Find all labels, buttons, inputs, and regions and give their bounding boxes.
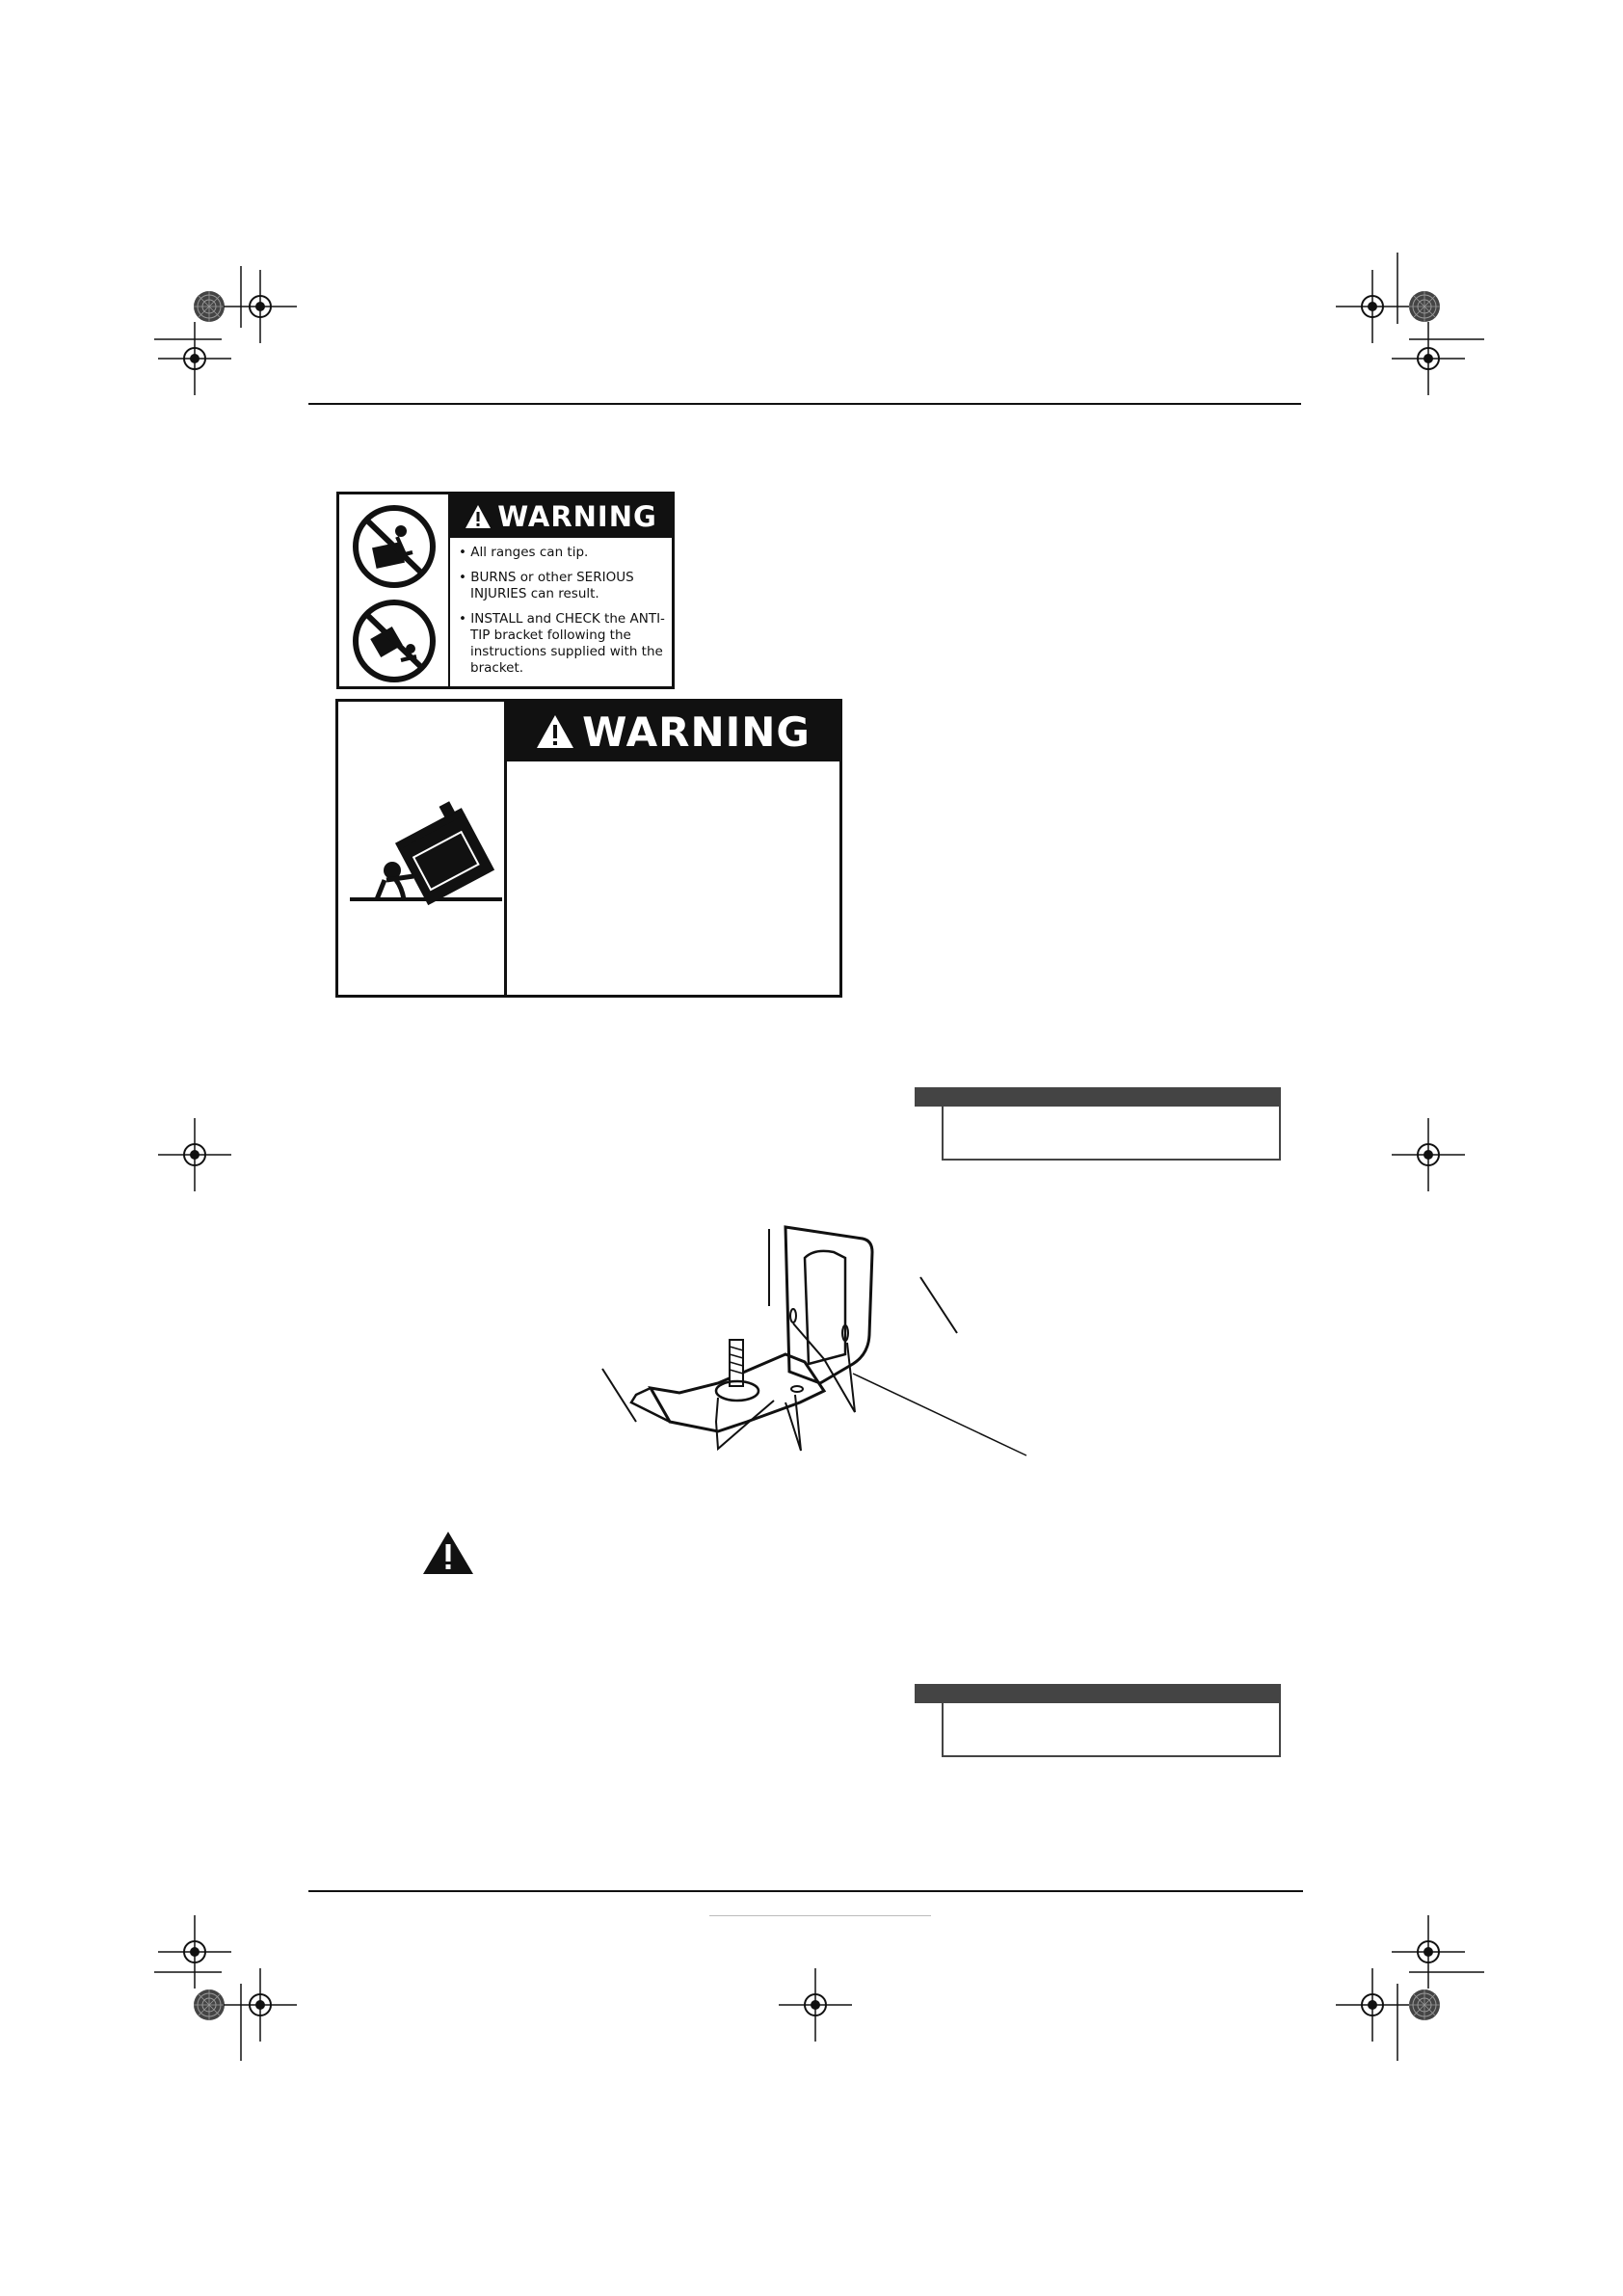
header-rule bbox=[308, 403, 1301, 405]
no-tipping-icon bbox=[341, 593, 447, 689]
no-climbing-icon bbox=[341, 498, 447, 595]
warning-icon-column-2 bbox=[338, 702, 507, 995]
warning-header-text-2: WARNING bbox=[582, 707, 811, 756]
note-box-bar bbox=[915, 1087, 1281, 1107]
alert-triangle-icon bbox=[536, 714, 574, 749]
warning-items-1 bbox=[457, 545, 666, 685]
note-box-2 bbox=[915, 1684, 1281, 1757]
warning-label-tip-hazard bbox=[336, 492, 675, 689]
warning-header-2 bbox=[507, 702, 839, 761]
note-box-bar bbox=[915, 1684, 1281, 1703]
note-box-frame bbox=[942, 1703, 1281, 1757]
alert-triangle-icon bbox=[465, 504, 492, 529]
warning-item: • BURNS or other SERIOUS INJURIES can result. bbox=[459, 570, 634, 601]
note-box-1 bbox=[915, 1087, 1281, 1161]
anti-tip-bracket-illustration bbox=[593, 1219, 1094, 1499]
footer-subrule bbox=[709, 1915, 931, 1916]
range-tipping-child-icon bbox=[342, 784, 506, 919]
caution-triangle-icon bbox=[421, 1530, 475, 1576]
footer-rule bbox=[308, 1890, 1303, 1892]
warning-header-1 bbox=[450, 494, 672, 538]
warning-label-tip-over bbox=[335, 699, 842, 998]
warning-header-text-1: WARNING bbox=[497, 499, 657, 533]
warning-icon-column bbox=[339, 494, 450, 686]
note-box-frame bbox=[942, 1107, 1281, 1161]
warning-item: • INSTALL and CHECK the ANTI-TIP bracket following the instructions supplied with the bracket. bbox=[459, 611, 665, 676]
warning-item: • All ranges can tip. bbox=[459, 545, 589, 560]
